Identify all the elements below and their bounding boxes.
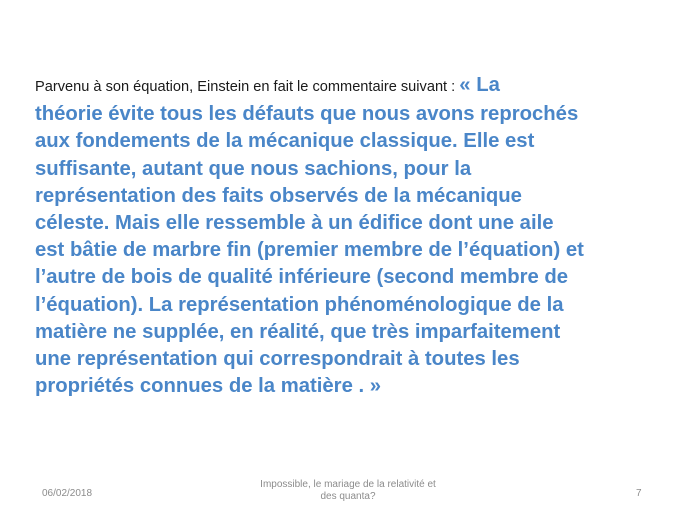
quote-line: propriétés connues de la matière . » xyxy=(35,375,382,398)
footer-title xyxy=(230,479,466,503)
footer-title-line: Impossible, le mariage de la relativité et xyxy=(260,479,436,490)
quote-line: une représentation qui correspondrait à toutes les xyxy=(35,348,520,371)
quote-line: matière ne supplée, en réalité, que très imparfaitement xyxy=(35,320,561,343)
footer-title-line: des quanta? xyxy=(320,491,376,502)
quote-line: céleste. Mais elle ressemble à un édifice dont une aile xyxy=(35,212,554,235)
intro-text: Parvenu à son équation, Einstein en fait le commentaire suivant : xyxy=(35,79,460,95)
quote-line: suffisante, autant que nous sachions, pour la xyxy=(35,157,472,180)
quote-line: l’autre de bois de qualité inférieure (second membre de xyxy=(35,266,569,289)
quote-line: théorie évite tous les défauts que nous avons reprochés xyxy=(35,103,579,126)
quote-line: « La xyxy=(459,74,500,96)
quote-line: est bâtie de marbre fin (premier membre de l’équation) et xyxy=(35,239,584,262)
quote-line: représentation des faits observés de la mécanique xyxy=(35,184,522,207)
page-number: 7 xyxy=(636,488,642,499)
slide-body-text xyxy=(35,72,665,400)
quote-line: l’équation). La représentation phénoménologique de la xyxy=(35,293,564,316)
footer-date: 06/02/2018 xyxy=(42,488,93,499)
quote-line: aux fondements de la mécanique classique. Elle est xyxy=(35,130,535,153)
